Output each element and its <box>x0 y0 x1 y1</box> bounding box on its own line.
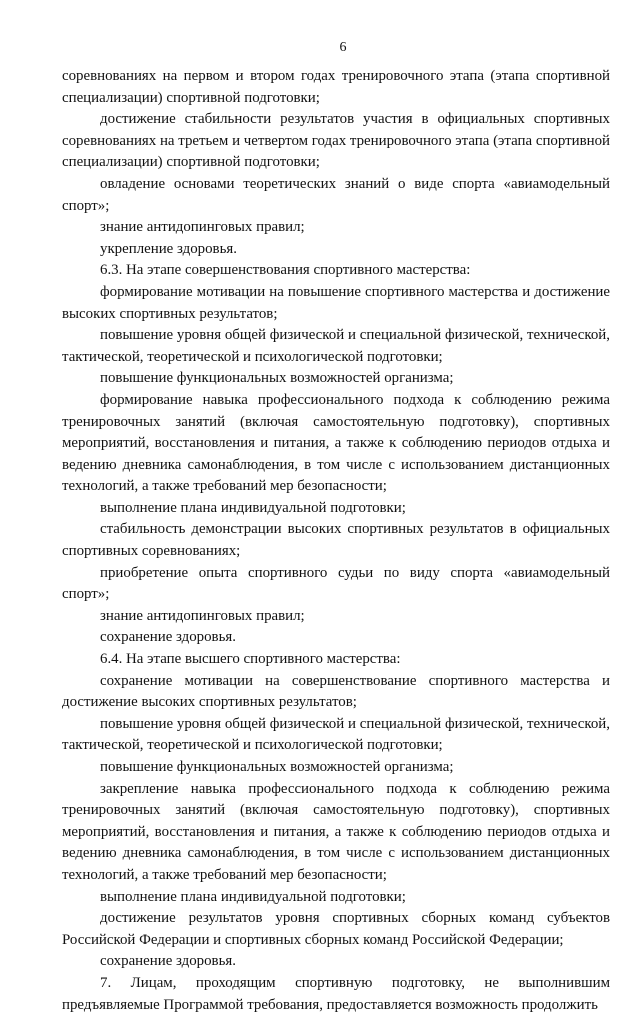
paragraph: стабильность демонстрации высоких спортивных результатов в официальных спортивных соревнованиях; <box>62 521 610 560</box>
section-heading: 6.3. На этапе совершенствования спортивного мастерства: <box>100 262 471 279</box>
paragraph: повышение уровня общей физической и специальной физической, технической, тактической, теоретической и психологической подготовки; <box>62 327 610 365</box>
paragraph: достижение результатов уровня спортивных сборных команд субъектов Российской Федерации и спортивных сборных команд Российской Федерации; <box>62 910 610 948</box>
paragraph: сохранение здоровья. <box>100 629 236 646</box>
paragraph: овладение основами теоретических знаний о виде спорта «авиамодельный спорт»; <box>62 175 610 214</box>
paragraph: формирование мотивации на повышение спортивного мастерства и достижение высоких спортивных результатов; <box>62 283 610 322</box>
paragraph: приобретение опыта спортивного судьи по виду спорта «авиамодельный спорт»; <box>62 564 610 603</box>
paragraph: формирование навыка профессионального подхода к соблюдению режима тренировочных занятий (включая самостоятельную подготовку), спортивных мероприятий, восстановления и питания, а также к соблюдению периодов отдыха и ведению дневника самонаблюдения, в том числе с использованием дистанционных технологий, а также требований мер безопасности; <box>62 391 610 495</box>
paragraph: повышение уровня общей физической и специальной физической, технической, тактической, теоретической и психологической подготовки; <box>62 715 610 754</box>
paragraph: укрепление здоровья. <box>100 240 237 257</box>
paragraph: знание антидопинговых правил; <box>100 607 305 624</box>
paragraph: соревнованиях на первом и втором годах тренировочного этапа (этапа спортивной специализации) спортивной подготовки; <box>62 68 610 106</box>
section-heading: 7. Лицам, проходящим спортивную подготовку, не выполнившим предъявляемые Программой требования, предоставляется возможность продолжить <box>62 974 610 1013</box>
paragraph: повышение функциональных возможностей организма; <box>100 759 454 775</box>
paragraph: сохранение здоровья. <box>100 953 236 970</box>
page-number: 6 <box>339 40 347 55</box>
paragraph: сохранение мотивации на совершенствование спортивного мастерства и достижение высоких спортивных результатов; <box>62 672 610 711</box>
paragraph: знание антидопинговых правил; <box>100 219 305 236</box>
section-heading: 6.4. На этапе высшего спортивного мастерства: <box>100 651 401 668</box>
paragraph: выполнение плана индивидуальной подготовки; <box>100 499 406 516</box>
paragraph: повышение функциональных возможностей организма; <box>100 370 454 387</box>
paragraph: выполнение плана индивидуальной подготовки; <box>100 888 406 905</box>
paragraph: закрепление навыка профессионального подхода к соблюдению режима тренировочных занятий (включая самостоятельную подготовку), спортивных мероприятий, восстановления и питания, а также к соблюдению периодов отдыха и ведению дневника самонаблюдения, в том числе с использованием дистанционных технологий, а также требований мер безопасности; <box>62 780 610 883</box>
paragraph: достижение стабильности результатов участия в официальных спортивных соревнованиях на третьем и четвертом годах тренировочного этапа (этапа спортивной специализации) спортивной подготовки; <box>62 111 610 171</box>
document-body <box>62 66 610 1016</box>
